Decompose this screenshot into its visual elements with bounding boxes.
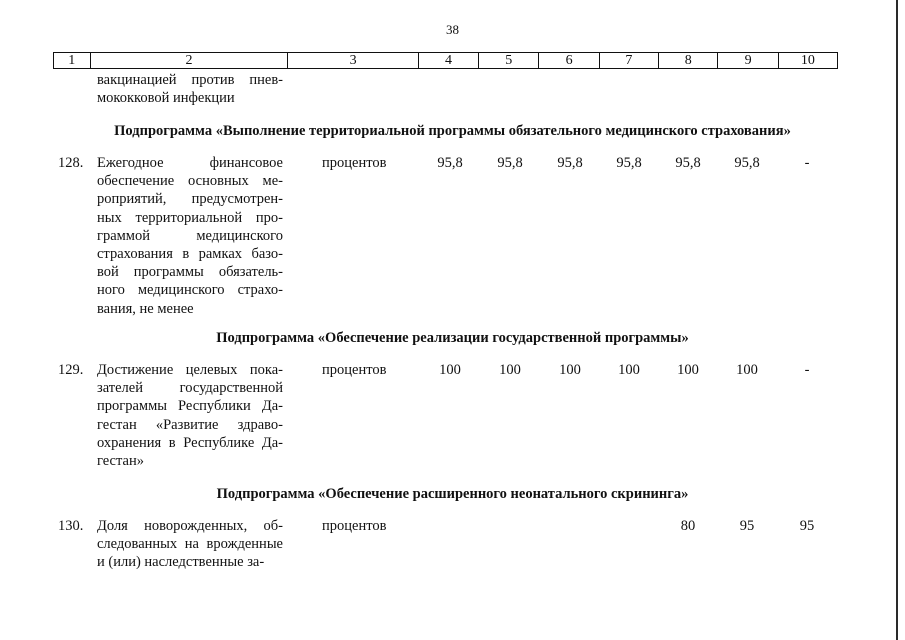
- header-col-9: 9: [717, 53, 777, 68]
- header-col-6: 6: [538, 53, 598, 68]
- row-value-col4: 95,8: [437, 155, 463, 171]
- row-number: 128.: [58, 155, 84, 171]
- page-edge-line: [896, 0, 898, 640]
- row-value-col8: 95,8: [675, 155, 701, 171]
- header-col-4: 4: [418, 53, 478, 68]
- table-header-row: [53, 52, 838, 69]
- subprogram-heading-1: Подпрограмма «Выполнение территориальной программы обязательного медицинского страхования»: [114, 123, 791, 139]
- row-value-col9: 95,8: [734, 155, 760, 171]
- subprogram-heading-2: Подпрограмма «Обеспечение реализации государственной программы»: [216, 330, 689, 346]
- row-value-col8: 80: [680, 518, 696, 534]
- row-value-col10: 95: [799, 518, 815, 534]
- header-col-7: 7: [599, 53, 658, 68]
- header-col-1: 1: [68, 53, 76, 68]
- row-value-col10: -: [804, 362, 810, 378]
- subprogram-heading-3: Подпрограмма «Обеспечение расширенного неонатального скрининга»: [216, 486, 689, 502]
- row-value-col5: 95,8: [497, 155, 523, 171]
- row-value-col7: 95,8: [616, 155, 642, 171]
- row-description: Ежегодное финансовое обеспечение основных ме-роприятий, предусмотрен-ных территориальной про-граммой медицинского страхования в рамках базо-вой программы обязатель-ного медицинского страхо-вания, не менее: [97, 155, 283, 317]
- continuation-text: вакцинацией против пнев-мококковой инфекции: [97, 72, 283, 107]
- header-col-5: 5: [478, 53, 538, 68]
- row-value-col6: 100: [559, 362, 581, 378]
- page-number: 38: [446, 22, 459, 37]
- row-value-col9: 95: [739, 518, 755, 534]
- row-unit: процентов: [322, 362, 387, 378]
- header-col-2: 2: [90, 53, 288, 68]
- row-value-col8: 100: [677, 362, 699, 378]
- row-unit: процентов: [322, 518, 387, 534]
- row-value-col5: 100: [499, 362, 521, 378]
- row-description: Достижение целевых пока-зателей государственной программы Республики Да-гестан «Развитие здраво-охранения в Республике Да-гестан»: [97, 362, 283, 470]
- row-unit: процентов: [322, 155, 387, 171]
- row-number: 129.: [58, 362, 84, 378]
- header-col-3: 3: [287, 53, 418, 68]
- row-value-col9: 100: [736, 362, 758, 378]
- row-number: 130.: [58, 518, 84, 534]
- header-col-8: 8: [658, 53, 717, 68]
- row-value-col4: 100: [439, 362, 461, 378]
- row-description: Доля новорожденных, об-следованных на врожденные и (или) наследственные за-: [97, 518, 283, 571]
- row-value-col6: 95,8: [557, 155, 583, 171]
- row-value-col7: 100: [618, 362, 640, 378]
- row-value-col10: -: [804, 155, 810, 171]
- header-col-10: 10: [778, 53, 837, 68]
